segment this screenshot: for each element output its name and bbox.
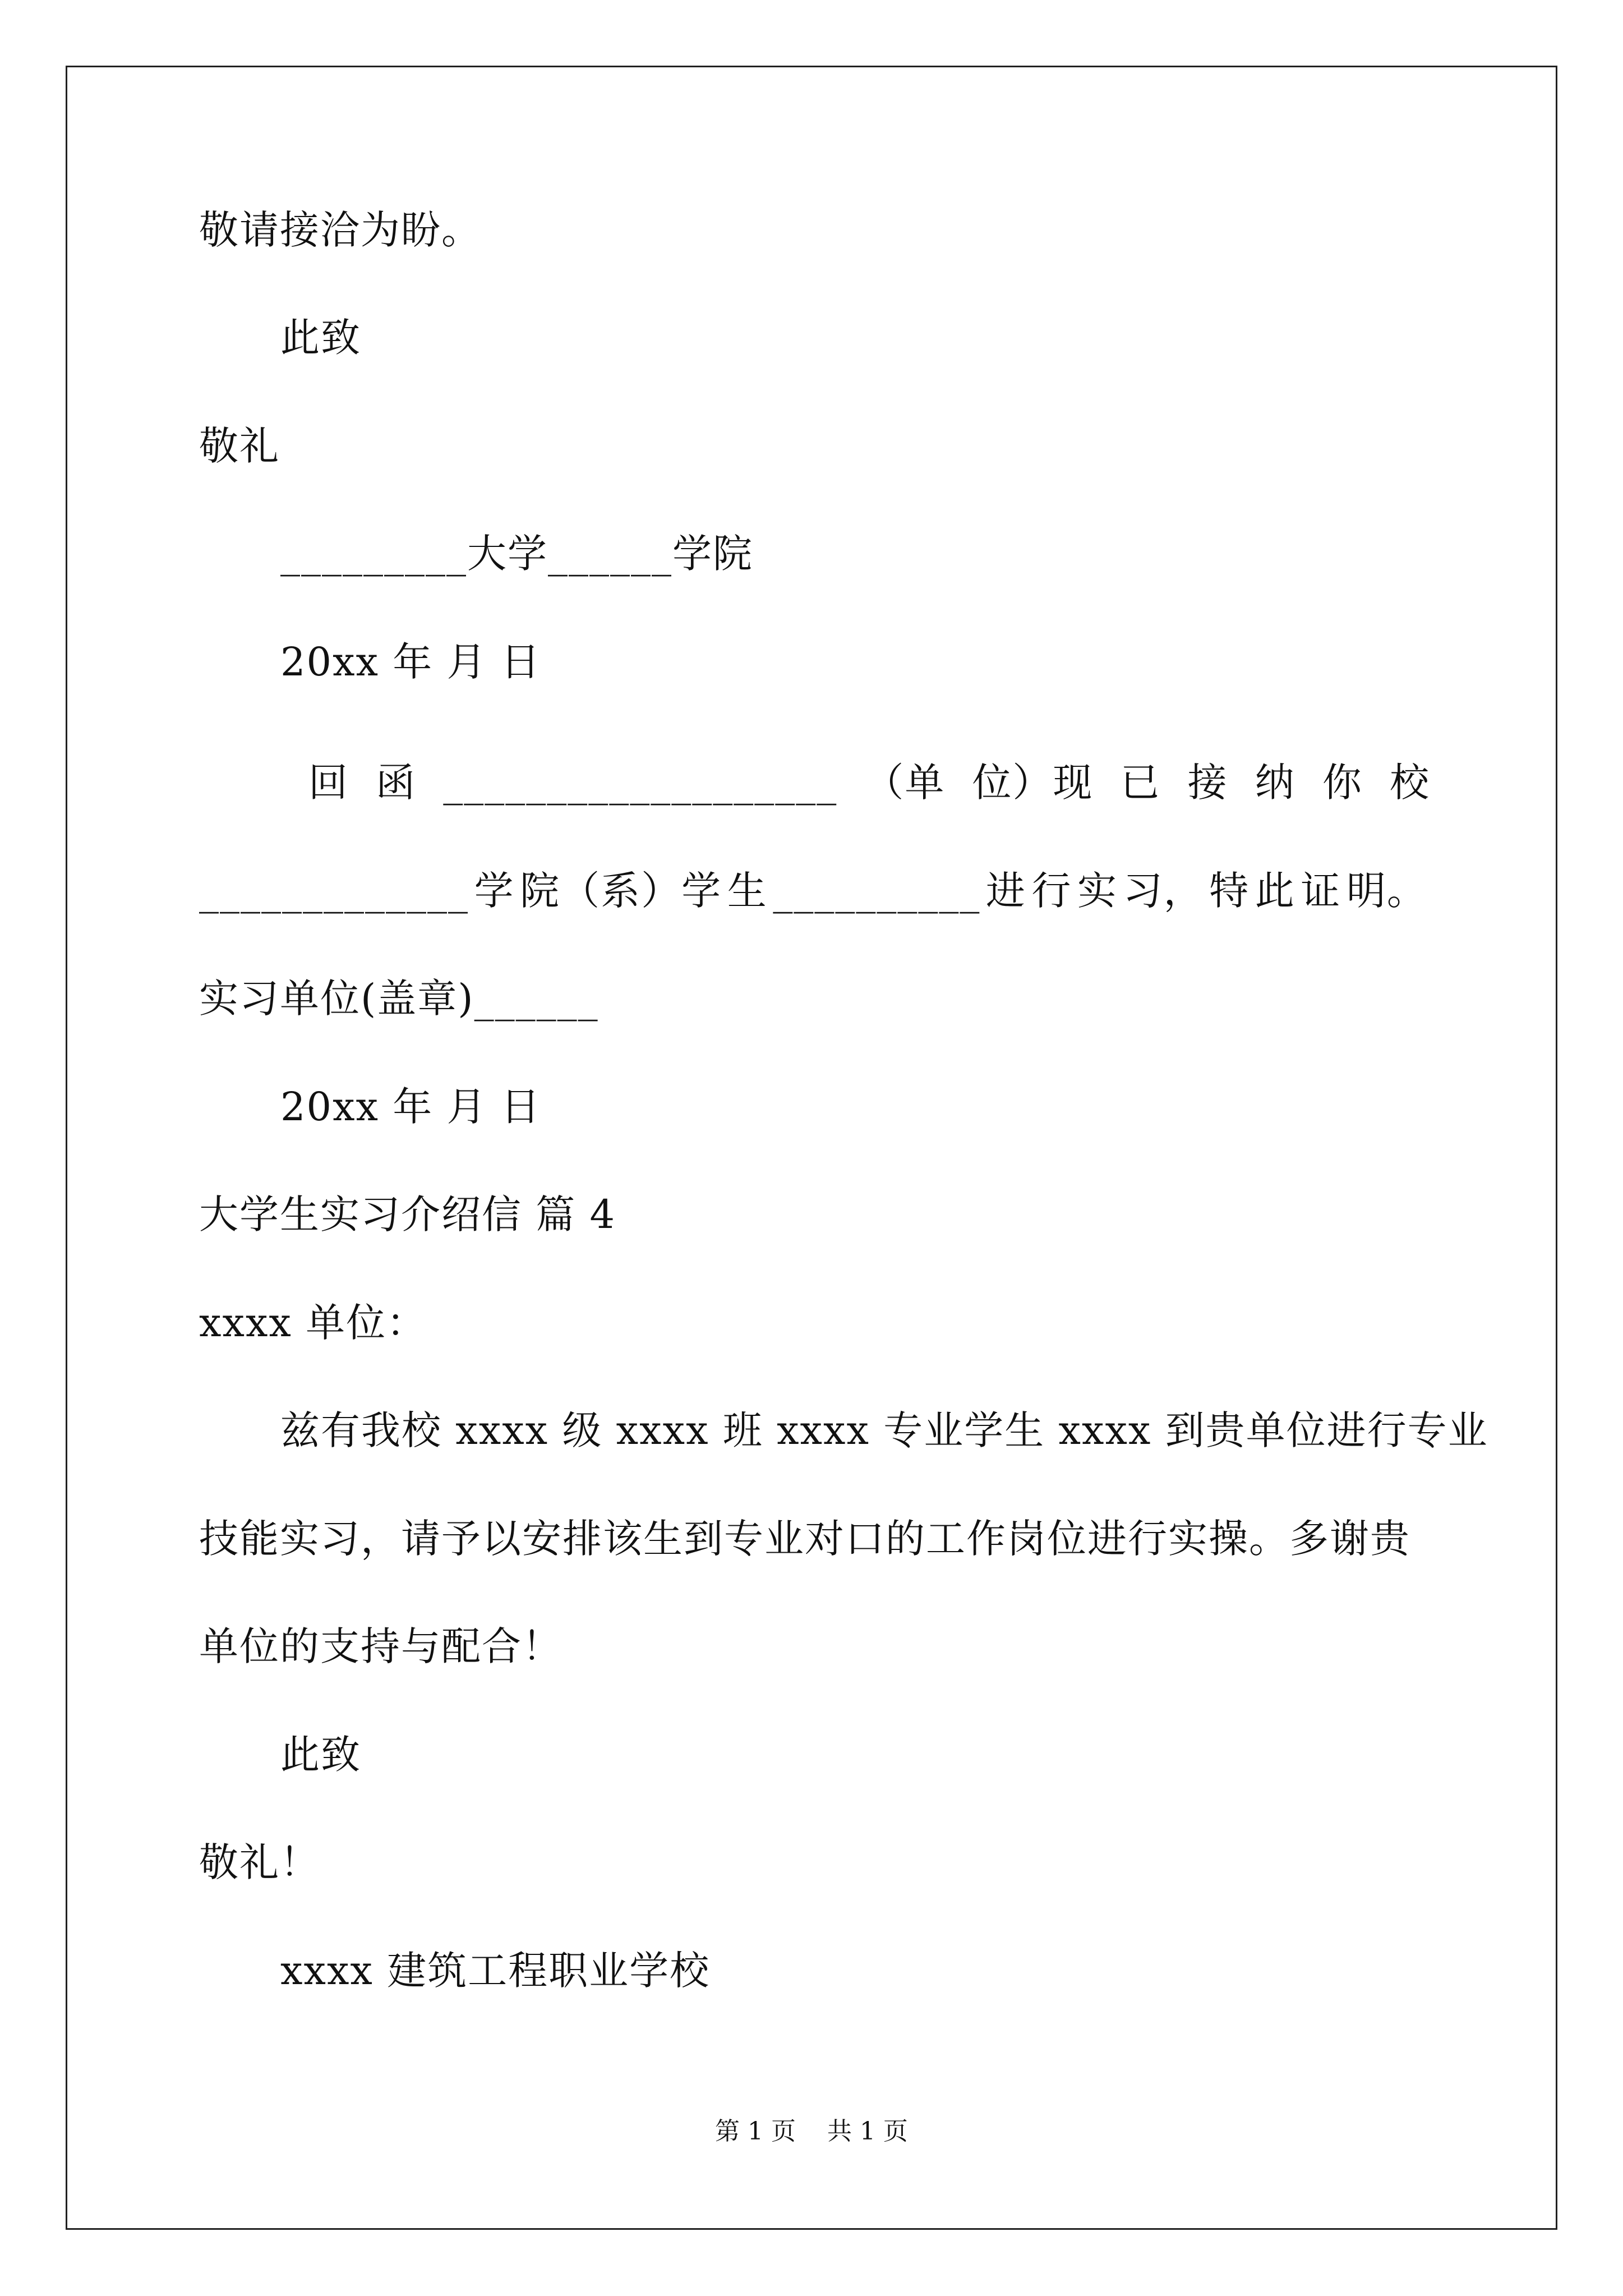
body-paragraph-line-3: 单位的支持与配合！ [199,1623,562,1669]
reply-word: 进 [985,868,1026,914]
seal-line: 实习单位(盖章)______ [199,976,599,1022]
addressee: xxxx 单位： [199,1300,427,1346]
reply-word: 已 [1120,760,1161,806]
reply-word: 明。 [1346,868,1427,914]
salutation-jingli: 敬礼 [199,423,280,469]
page-border [66,66,1557,2230]
reply-word: 学 [474,868,515,914]
reply-line-2 [199,866,1427,916]
signature-university: _________大学______学院 [280,531,753,577]
date-line: 20xx 年 月 日 [280,639,541,685]
section-heading: 大学生实习介绍信 篇 4 [199,1191,616,1237]
body-paragraph-line-1: 兹有我校 xxxx 级 xxxx 班 xxxx 专业学生 xxxx 到贵单位进行专业 [280,1407,1488,1453]
reply-word: 习， [1123,868,1204,914]
reply-word: （单 [864,760,946,806]
closing-request: 敬请接洽为盼。 [199,207,482,253]
reply-word: 特 [1209,868,1250,914]
reply-word: 位）现 [972,760,1094,806]
reply-word: 函 [376,760,417,806]
reply-word: 生 [727,868,768,914]
reply-blank: ___________________ [443,760,838,806]
page-number: 第 1 页 共 1 页 [715,2117,908,2146]
signature-school: xxxx 建筑工程职业学校 [280,1948,711,1994]
reply-word: 此 [1255,868,1295,914]
reply-word: 回 [308,760,349,806]
salutation-cizhi: 此致 [280,315,361,361]
reply-word: 你 [1322,760,1363,806]
reply-line-1 [308,757,1430,808]
salutation-cizhi-2: 此致 [280,1732,361,1778]
reply-word: 校 [1389,760,1430,806]
reply-word: 实 [1077,868,1118,914]
salutation-jingli-2: 敬礼！ [199,1839,320,1885]
reply-word: 院（系）学 [520,868,722,914]
reply-word: 纳 [1255,760,1295,806]
body-paragraph-line-2: 技能实习，请予以安排该生到专业对口的工作岗位进行实操。多谢贵 [199,1516,1410,1562]
reply-word: 接 [1187,760,1228,806]
reply-word: 行 [1031,868,1072,914]
reply-word: 证 [1301,868,1341,914]
reply-blank: __________ [773,868,981,914]
reply-blank: _____________ [199,868,469,914]
date-line-2: 20xx 年 月 日 [280,1084,541,1130]
